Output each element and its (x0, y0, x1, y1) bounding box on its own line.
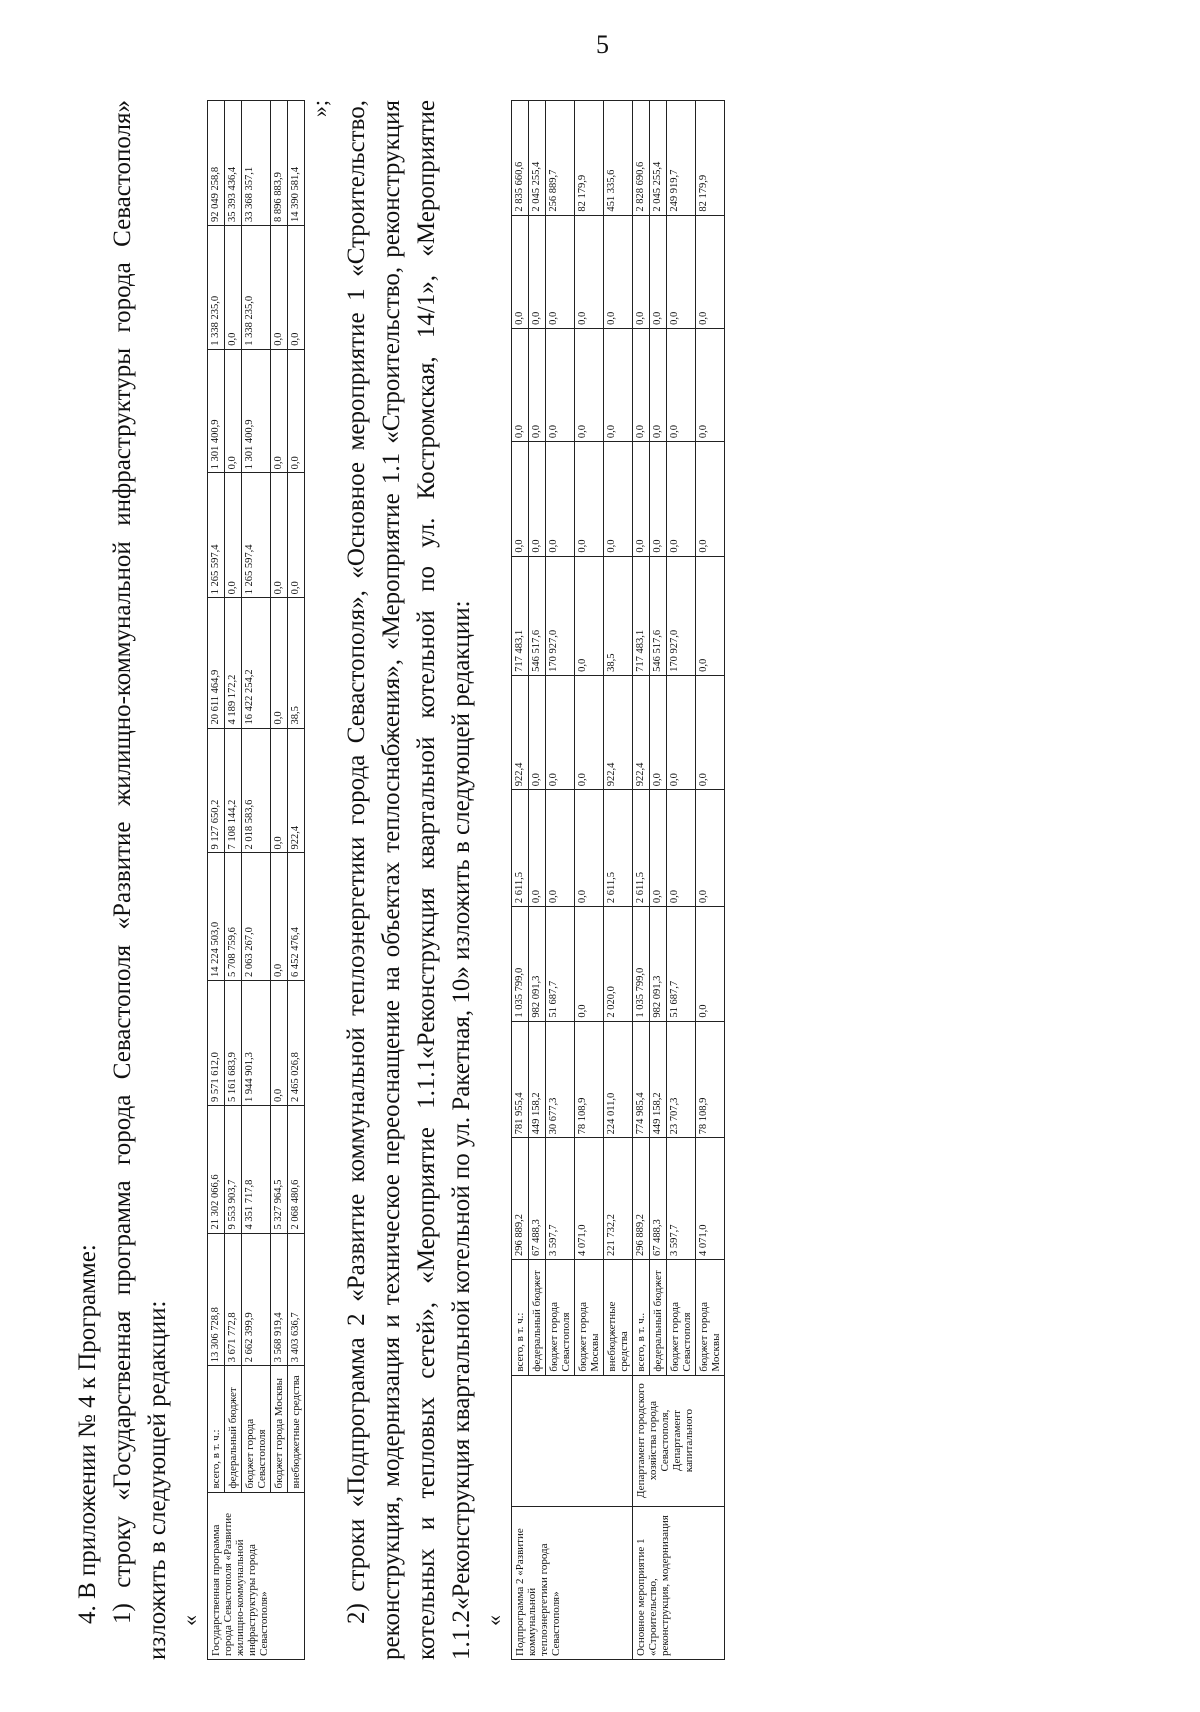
value-cell: 1 301 400,9 (208, 349, 225, 473)
value-cell: 1 265 597,4 (208, 473, 225, 598)
value-cell: 78 108,9 (696, 1021, 725, 1138)
funding-source-cell: всего, в т. ч.: (512, 1259, 529, 1375)
value-cell: 0,0 (512, 328, 529, 441)
value-cell: 38,5 (288, 598, 305, 728)
table-row (225, 101, 242, 1660)
value-cell: 2 045 255,4 (529, 101, 546, 216)
value-cell: 0,0 (575, 790, 604, 907)
value-cell: 0,0 (271, 598, 288, 728)
value-cell: 0,0 (650, 675, 667, 789)
value-cell: 717 483,1 (512, 556, 529, 675)
value-cell: 249 919,7 (667, 101, 696, 216)
value-cell: 9 127 650,2 (208, 728, 225, 853)
funding-source-cell: федеральный бюджет (225, 1366, 242, 1492)
value-cell: 0,0 (575, 675, 604, 789)
value-cell: 0,0 (546, 790, 575, 907)
value-cell: 82 179,9 (696, 101, 725, 216)
funding-source-cell: бюджет города Севастополя (546, 1259, 575, 1375)
value-cell: 449 158,2 (650, 1021, 667, 1138)
value-cell: 0,0 (529, 675, 546, 789)
value-cell: 0,0 (650, 328, 667, 441)
value-cell: 3 403 636,7 (288, 1233, 305, 1366)
value-cell: 30 677,3 (546, 1021, 575, 1138)
value-cell: 922,4 (604, 675, 633, 789)
funding-source-cell: бюджет города Москвы (271, 1366, 288, 1492)
value-cell: 23 707,3 (667, 1021, 696, 1138)
value-cell: 67 488,3 (529, 1138, 546, 1260)
value-cell: 5 327 964,5 (271, 1106, 288, 1234)
item-1-text: 1) строку «Государственная программа города Севастополя «Развитие жилищно-коммунальной инфраструктуры города Севастополя» изложить в следующей редакции: (109, 100, 171, 1660)
funding-source-cell: внебюджетные средства (288, 1366, 305, 1492)
value-cell: 14 390 581,4 (288, 101, 305, 226)
value-cell: 82 179,9 (575, 101, 604, 216)
value-cell: 0,0 (288, 473, 305, 598)
value-cell: 0,0 (696, 328, 725, 441)
value-cell: 0,0 (696, 215, 725, 328)
funding-source-cell: всего, в т. ч.. (633, 1259, 650, 1375)
value-cell: 2 828 690,6 (633, 101, 650, 216)
value-cell: 51 687,7 (546, 907, 575, 1021)
value-cell: 3 597,7 (546, 1138, 575, 1260)
value-cell: 2 068 480,6 (288, 1106, 305, 1234)
value-cell: 0,0 (633, 328, 650, 441)
funding-source-cell: федеральный бюджет (529, 1259, 546, 1375)
value-cell: 2 611,5 (512, 790, 529, 907)
value-cell: 0,0 (512, 442, 529, 556)
value-cell: 0,0 (575, 556, 604, 675)
value-cell: 0,0 (271, 349, 288, 473)
value-cell: 922,4 (512, 675, 529, 789)
value-cell: 13 306 728,8 (208, 1233, 225, 1366)
value-cell: 0,0 (225, 473, 242, 598)
value-cell: 170 927,0 (546, 556, 575, 675)
value-cell: 0,0 (604, 442, 633, 556)
value-cell: 0,0 (696, 790, 725, 907)
value-cell: 0,0 (667, 215, 696, 328)
value-cell: 221 732,2 (604, 1138, 633, 1260)
value-cell: 67 488,3 (650, 1138, 667, 1260)
value-cell: 1 338 235,0 (208, 226, 225, 350)
executor-cell: Департамент городского хозяйства города Севастополя, Департамент капитального (633, 1375, 725, 1506)
table-row (288, 101, 305, 1660)
value-cell: 0,0 (288, 226, 305, 350)
funding-source-cell: бюджет города Москвы (696, 1259, 725, 1375)
quote-close-1: »; (307, 100, 332, 118)
value-cell: 0,0 (546, 215, 575, 328)
value-cell: 256 889,7 (546, 101, 575, 216)
item-2-text: 2) строки «Подпрограмма 2 «Развитие коммунальной теплоэнергетики города Севастополя», «Основное мероприятие 1 «Строительство, реконструкция, модернизация и техническое переоснащение на объектах теплоснабжения», «Мероприятие 1.1 «Строительство, реконструкция котельных и тепловых сетей», «Мероприятие 1.1.1«Реконструкция квартальной котельной по ул. Костромская, 14/1», «Мероприятие 1.1.2«Реконструкция квартальной котельной по ул. Ракетная, 10» изложить в следующей редакции: (343, 100, 475, 1660)
value-cell: 0,0 (696, 556, 725, 675)
value-cell: 2 020,0 (604, 907, 633, 1021)
page-number: 5 (596, 30, 609, 59)
main-activity-name-cell: Основное мероприятие 1 «Строительство, реконструкция, модернизация (633, 1506, 725, 1659)
value-cell: 7 108 144,2 (225, 728, 242, 853)
value-cell: 1 301 400,9 (242, 349, 271, 473)
value-cell: 5 708 759,6 (225, 853, 242, 981)
value-cell: 982 091,3 (650, 907, 667, 1021)
value-cell: 8 896 883,9 (271, 101, 288, 226)
value-cell: 2 018 583,6 (242, 728, 271, 853)
value-cell: 449 158,2 (529, 1021, 546, 1138)
value-cell: 0,0 (667, 328, 696, 441)
value-cell: 1 035 799,0 (512, 907, 529, 1021)
value-cell: 296 889,2 (633, 1138, 650, 1260)
value-cell: 451 335,6 (604, 101, 633, 216)
value-cell: 38,5 (604, 556, 633, 675)
quote-open-1: « (177, 1615, 202, 1626)
value-cell: 21 302 066,6 (208, 1106, 225, 1234)
value-cell: 774 985,4 (633, 1021, 650, 1138)
table-row (633, 101, 650, 1660)
value-cell: 0,0 (696, 675, 725, 789)
value-cell: 0,0 (575, 442, 604, 556)
value-cell: 0,0 (225, 226, 242, 350)
value-cell: 0,0 (546, 328, 575, 441)
funding-source-cell: внебюджетные средства (604, 1259, 633, 1375)
value-cell: 35 393 436,4 (225, 101, 242, 226)
value-cell: 0,0 (288, 349, 305, 473)
funding-source-cell: федеральный бюджет (650, 1259, 667, 1375)
value-cell: 0,0 (271, 853, 288, 981)
value-cell: 224 011,0 (604, 1021, 633, 1138)
value-cell: 0,0 (650, 442, 667, 556)
subprogram-name-cell: Подпрограмма 2 «Развитие коммунальной теплоэнергетики города Севастополя» (512, 1506, 633, 1659)
table-row (242, 101, 271, 1660)
program-name-cell: Государственная программа города Севастополя «Развитие жилищно-коммунальной инфраструктуры города Севастополя» (208, 1492, 305, 1659)
table-row (208, 101, 225, 1660)
value-cell: 14 224 503,0 (208, 853, 225, 981)
value-cell: 2 611,5 (633, 790, 650, 907)
table-row (512, 101, 529, 1660)
value-cell: 0,0 (633, 215, 650, 328)
funding-source-cell: всего, в т. ч.: (208, 1366, 225, 1492)
quote-open-2: « (481, 1615, 506, 1626)
value-cell: 0,0 (512, 215, 529, 328)
value-cell: 0,0 (529, 328, 546, 441)
value-cell: 0,0 (696, 907, 725, 1021)
value-cell: 0,0 (696, 442, 725, 556)
value-cell: 6 452 476,4 (288, 853, 305, 981)
value-cell: 717 483,1 (633, 556, 650, 675)
funding-source-cell: бюджет города Севастополя (667, 1259, 696, 1375)
value-cell: 1 944 901,3 (242, 981, 271, 1106)
value-cell: 0,0 (633, 442, 650, 556)
value-cell: 2 835 660,6 (512, 101, 529, 216)
value-cell: 1 265 597,4 (242, 473, 271, 598)
value-cell: 4 189 172,2 (225, 598, 242, 728)
value-cell: 9 553 903,7 (225, 1106, 242, 1234)
funding-source-cell: бюджет города Москвы (575, 1259, 604, 1375)
value-cell: 0,0 (604, 215, 633, 328)
value-cell: 982 091,3 (529, 907, 546, 1021)
value-cell: 0,0 (575, 328, 604, 441)
value-cell: 3 597,7 (667, 1138, 696, 1260)
value-cell: 781 955,4 (512, 1021, 529, 1138)
value-cell: 296 889,2 (512, 1138, 529, 1260)
value-cell: 0,0 (271, 226, 288, 350)
table-2 (511, 100, 725, 1660)
value-cell: 4 351 717,8 (242, 1106, 271, 1234)
value-cell: 2 611,5 (604, 790, 633, 907)
value-cell: 0,0 (529, 215, 546, 328)
value-cell: 922,4 (288, 728, 305, 853)
value-cell: 0,0 (271, 981, 288, 1106)
value-cell: 3 671 772,8 (225, 1233, 242, 1366)
value-cell: 0,0 (667, 790, 696, 907)
value-cell: 2 063 267,0 (242, 853, 271, 981)
table-1 (207, 100, 305, 1660)
value-cell: 546 517,6 (529, 556, 546, 675)
value-cell: 92 049 258,8 (208, 101, 225, 226)
value-cell: 0,0 (529, 790, 546, 907)
value-cell: 0,0 (575, 215, 604, 328)
value-cell: 0,0 (271, 473, 288, 598)
value-cell: 0,0 (667, 442, 696, 556)
section-heading: 4. В приложении № 4 к Программе: (74, 1244, 101, 1624)
value-cell: 0,0 (225, 349, 242, 473)
value-cell: 1 035 799,0 (633, 907, 650, 1021)
value-cell: 5 161 683,9 (225, 981, 242, 1106)
value-cell: 0,0 (650, 790, 667, 907)
value-cell: 170 927,0 (667, 556, 696, 675)
value-cell: 9 571 612,0 (208, 981, 225, 1106)
value-cell: 78 108,9 (575, 1021, 604, 1138)
funding-source-cell: бюджет города Севастополя (242, 1366, 271, 1492)
value-cell: 4 071,0 (575, 1138, 604, 1260)
value-cell: 51 687,7 (667, 907, 696, 1021)
value-cell: 2 045 255,4 (650, 101, 667, 216)
value-cell: 0,0 (604, 328, 633, 441)
value-cell: 0,0 (529, 442, 546, 556)
value-cell: 0,0 (271, 728, 288, 853)
value-cell: 546 517,6 (650, 556, 667, 675)
value-cell: 3 568 919,4 (271, 1233, 288, 1366)
value-cell: 0,0 (650, 215, 667, 328)
value-cell: 0,0 (667, 675, 696, 789)
value-cell: 33 368 357,1 (242, 101, 271, 226)
value-cell: 1 338 235,0 (242, 226, 271, 350)
value-cell: 0,0 (546, 442, 575, 556)
value-cell: 0,0 (575, 907, 604, 1021)
value-cell: 4 071,0 (696, 1138, 725, 1260)
value-cell: 2 465 026,8 (288, 981, 305, 1106)
value-cell: 2 662 399,9 (242, 1233, 271, 1366)
executor-cell-empty (512, 1375, 633, 1506)
value-cell: 16 422 254,2 (242, 598, 271, 728)
value-cell: 0,0 (546, 675, 575, 789)
table-row (271, 101, 288, 1660)
rotated-content (70, 100, 1180, 1660)
value-cell: 20 611 464,9 (208, 598, 225, 728)
value-cell: 922,4 (633, 675, 650, 789)
